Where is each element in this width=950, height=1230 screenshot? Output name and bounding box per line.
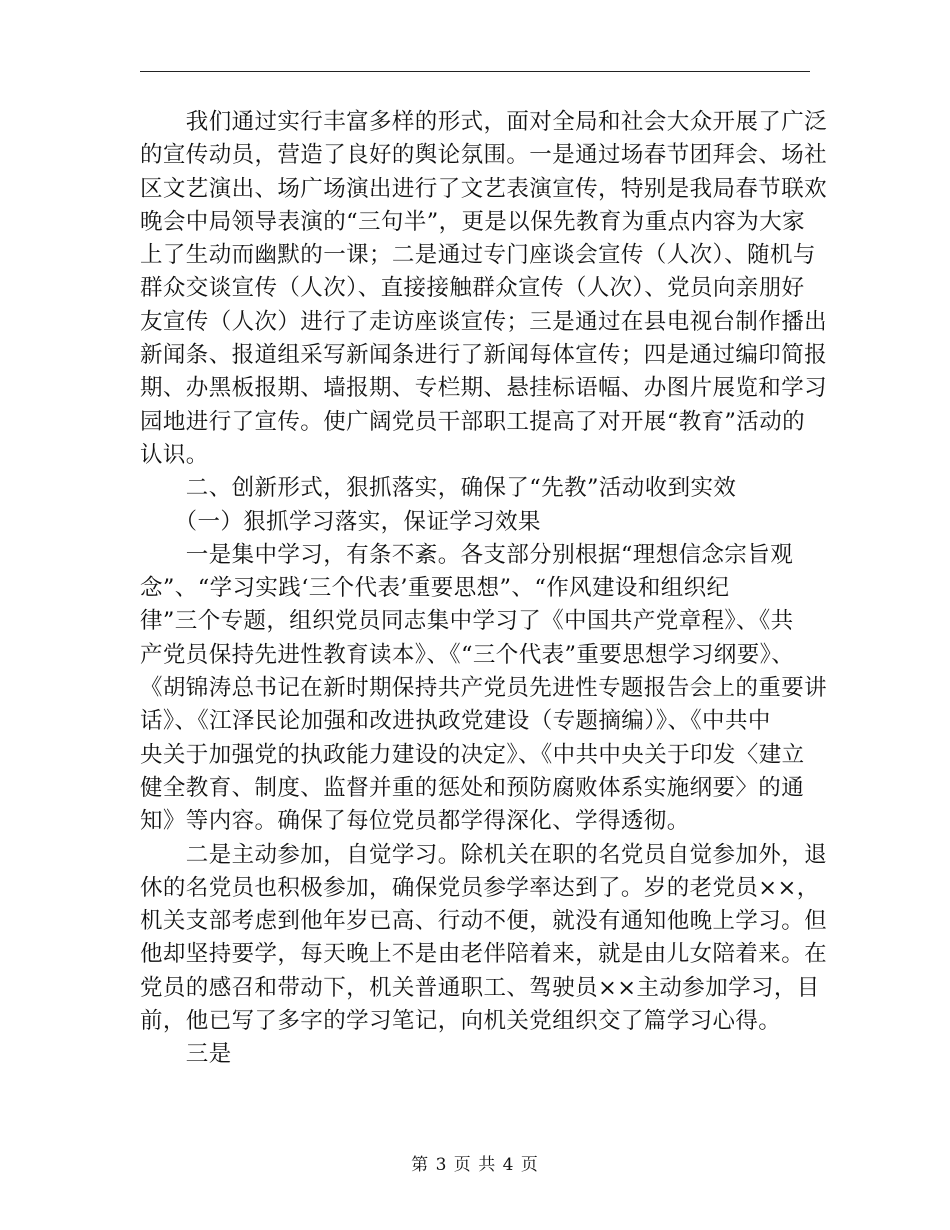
paragraph-line: 晚会中局领导表演的“三句半”，更是以保先教育为重点内容为大家 [140, 208, 806, 235]
paragraph-line: 律”三个专题，组织党员同志集中学习了《中国共产党章程》、《共 [140, 608, 794, 635]
paragraph-line: 机关支部考虑到他年岁已高、行动不便，就没有通知他晚上学习。但 [140, 908, 828, 935]
paragraph-line: 期、办黑板报期、墙报期、专栏期、悬挂标语幅、办图片展览和学习 [140, 375, 828, 402]
paragraph-line: 二是主动参加，自觉学习。除机关在职的名党员自觉参加外，退 [140, 841, 828, 868]
paragraph-line: 友宣传（人次）进行了走访座谈宣传；三是通过在县电视台制作播出 [140, 308, 828, 335]
paragraph-line: 区文艺演出、场广场演出进行了文艺表演宣传，特别是我局春节联欢 [140, 175, 828, 202]
section-heading: 二、创新形式，狠抓落实，确保了“先教”活动收到实效 [140, 475, 737, 502]
paragraph-line: 园地进行了宣传。使广阔党员干部职工提高了对开展“教育”活动的 [140, 408, 806, 435]
paragraph-line: 休的名党员也积极参加，确保党员参学率达到了。岁的老党员××， [140, 874, 820, 901]
paragraph-line: 三是 [140, 1041, 232, 1068]
paragraph-line: 他却坚持要学，每天晚上不是由老伴陪着来，就是由儿女陪着来。在 [140, 941, 828, 968]
paragraph-line: 央关于加强党的执政能力建设的决定》、《中共中央关于印发〈建立 [140, 741, 805, 768]
paragraph-line: 党员的感召和带动下，机关普通职工、驾驶员××主动参加学习，目 [140, 974, 820, 1001]
paragraph-line: 上了生动而幽默的一课；二是通过专门座谈会宣传（人次）、随机与 [140, 242, 816, 269]
paragraph-line: 《胡锦涛总书记在新时期保持共产党员先进性专题报告会上的重要讲 [140, 675, 828, 702]
paragraph-line: 前，他已写了多字的学习笔记，向机关党组织交了篇学习心得。 [140, 1008, 782, 1035]
paragraph-line: 的宣传动员，营造了良好的舆论氛围。一是通过场春节团拜会、场社 [140, 142, 828, 169]
paragraph-line: 知》等内容。确保了每位党员都学得深化、学得透彻。 [140, 808, 690, 835]
paragraph-line: 认识。 [140, 441, 209, 468]
paragraph-line: 新闻条、报道组采写新闻条进行了新闻每体宣传；四是通过编印简报 [140, 342, 828, 369]
header-rule [140, 71, 810, 72]
subsection-heading: （一）狠抓学习落实，保证学习效果 [140, 508, 541, 535]
paragraph-line: 产党员保持先进性教育读本》、《“三个代表”重要思想学习纲要》、 [140, 641, 795, 668]
paragraph-line: 我们通过实行丰富多样的形式，面对全局和社会大众开展了广泛 [140, 109, 828, 135]
paragraph-line: 话》、《江泽民论加强和改进执政党建设（专题摘编）》、《中共中 [140, 708, 771, 735]
paragraph-line: 一是集中学习，有条不紊。各支部分别根据“理想信念宗旨观 [140, 541, 794, 568]
paragraph-line: 健全教育、制度、监督并重的惩处和预防腐败体系实施纲要〉的通 [140, 774, 805, 801]
paragraph-line: 念”、“学习实践‘三个代表’重要思想”、“作风建设和组织纪 [140, 575, 730, 602]
page-number-footer: 第 3 页 共 4 页 [411, 1155, 539, 1175]
paragraph-line: 群众交谈宣传（人次）、直接接触群众宣传（人次）、党员向亲朋好 [140, 275, 805, 302]
document-body [140, 106, 828, 1072]
